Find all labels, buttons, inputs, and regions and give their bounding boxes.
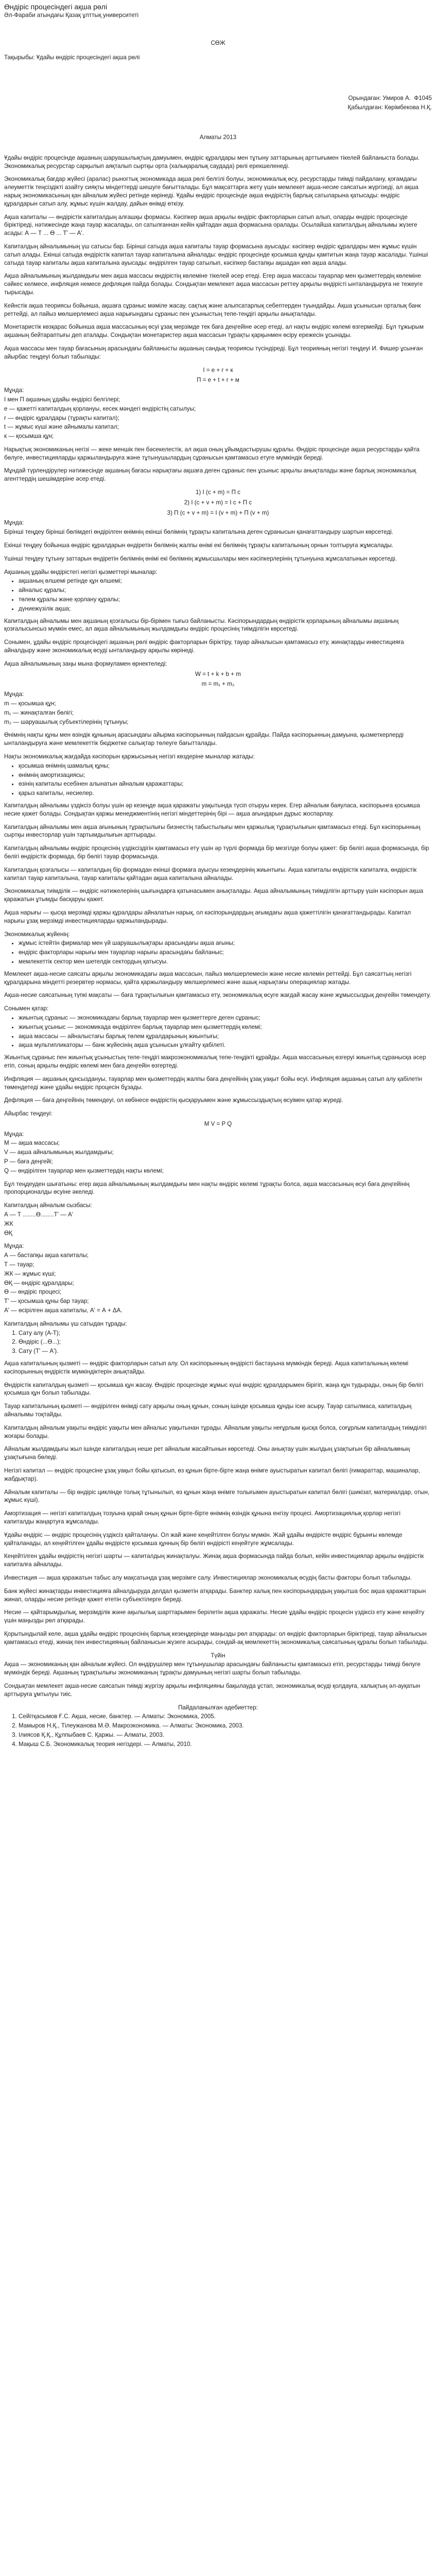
- formula-line: 1) І (с + m) = П с: [196, 489, 240, 496]
- list-item: 1. Сату алу (А-Т);: [19, 1329, 432, 1337]
- paragraph: Экономикалық тиімділік — өндіріс нәтижелерінің шығындарға қатынасымен анықталады. Ақша айналымының тиімділігін арттыру үшін кәсіпорын ақша қаражатын ұтымды басқаруы қажет.: [4, 888, 425, 903]
- formula-definition: Т — тауар;: [4, 1261, 34, 1268]
- paragraph: Ақша нарығы — қысқа мерзімді қаржы құралдары айналатын нарық, ол кәсіпорындардың ағымдағы ақша қажеттілігін қанағаттандырады. Капитал нарығы ұзақ мерзімді инвестицияларды қаржыландырады.: [4, 909, 413, 924]
- formula-definition: V — ақша айналымының жылдамдығы;: [4, 1149, 114, 1156]
- formula-definition: m₁ — жинақталған бөлігі;: [4, 709, 74, 716]
- references-section: [4, 1704, 432, 1749]
- paragraph: Ақша капиталы — өндірістік капиталдың алғашқы формасы. Кәсіпкер ақша арқылы өндіріс факторларын сатып алып, оларды өндіріс процесінде біріктіреді, нәтижесінде жаңа тауар жасалады, ол сатылғаннан кейін қайтадан ақша формасына оралады. Осылайша капиталдың айналымы жүзеге асады: А — Т ... Ө ... Т' — А'.: [4, 213, 419, 237]
- formula-line: П = е + t + r + м: [197, 377, 239, 384]
- topic-line: Тақырыбы: Ұдайы өндіріс процесіндегі ақша рөлі: [4, 54, 140, 61]
- formula-intro: Мұнда:: [4, 691, 24, 698]
- formula-intro: Мұнда:: [4, 1243, 24, 1250]
- paragraph: Кеңейтілген ұдайы өндірістің негізгі шарты — капиталдың жинақталуы. Жинақ ақша формасында пайда болып, кейін инвестициялар арқылы өндірістік капиталға айналады.: [4, 1553, 426, 1568]
- list-item: • қосымша өнімнің шамалық құны;: [19, 762, 432, 770]
- paragraph: Капиталдың қозғалысы — капиталдың бір формадан екінші формаға ауысуы кезеңдерінің жиынтығы. Ақша капиталы өндірістік капиталға, өндірістік капитал тауар капиталына, тауар капиталы қайтадан ақша капиталына айналады.: [4, 866, 418, 882]
- references-title: Пайдаланылған әдебиеттер:: [178, 1704, 258, 1711]
- aggregate-section: [4, 1005, 432, 1105]
- paragraph: Ұдайы өндіріс процесінде ақшаның шаруашылықтың дамуымен, өндіріс құралдары мен тұтыну заттарының арттығымен тікелей байланыста болады. Экономикалық ресурстар сарқылып аяқталып сыртқы орта (халықаралық саудада) рөлі ерекшеленеді.: [4, 154, 422, 170]
- bullet-list: [4, 939, 432, 965]
- conclusion-section: [4, 1652, 432, 1699]
- paragraph: Ақша — экономиканың қан айналым жүйесі. Ол өндірушілер мен тұтынушылар арасындағы байланысты қамтамасыз етіп, ресурстарды тиімді бөлуге мүмкіндік береді. Ақшаның тұрақтылығы экономиканың тұрақты дамуының негізгі шарты болып табылады.: [4, 1661, 423, 1676]
- paragraph: Ақша-несие саясатының түпкі мақсаты — баға тұрақтылығын қамтамасыз ету, экономикалық өсуге жағдай жасау және жұмыссыздық деңгейін төмендету.: [4, 992, 431, 999]
- paragraph: Капиталдың айналымының үш сатысы бар. Бірінші сатыда ақша капиталы тауар формасына ауысады: кәсіпкер өндіріс құралдары мен жұмыс күшін сатып алады. Екінші сатыда өндірістік капитал тауар капиталына айналады: өндіріс процесінде қосымша құнды қамтитын жаңа тауар жасалады. Үшінші сатыда тауар капиталы ақша капиталына ауысады: өндірілген тауар сатылып, кәсіпкер бастапқы ақшадан көп ақша алады.: [4, 243, 430, 266]
- list-item: • ақша массасы — айналыстағы барлық төлем құралдарының жиынтығы;: [19, 1032, 432, 1041]
- formula-line: m = m₁ + m₂: [201, 681, 235, 688]
- paragraph: Негізгі капитал — өндіріс процесіне ұзақ уақыт бойы қатысып, өз құнын бірте-бірте жаңа өнімге ауыстыратын капитал бөлігі (ғимараттар, машиналар, жабдықтар).: [4, 1467, 422, 1482]
- intro-section: [4, 154, 432, 361]
- list-item: • жиынтық сұраныс — экономикадағы барлық тауарлар мен қызметтерге деген сұраныс;: [19, 1014, 432, 1022]
- capital-blocks: [4, 866, 432, 925]
- paragraph: Капиталдың айналым уақыты өндіріс уақыты мен айналыс уақытынан тұрады. Айналым уақыты неғұрлым қысқа болса, соғұрлым капиталдың тиімділігі жоғары болады.: [4, 1424, 428, 1439]
- conclusion-title: Түйін: [211, 1652, 225, 1659]
- list-item: • қарыз капиталы, несиелер.: [19, 789, 432, 798]
- list-item: • ақшаның өлшемі ретінде құн өлшемі;: [19, 577, 432, 585]
- reference-item: 1. Сейітқасымов Ғ.С. Ақша, несие, банктер. — Алматы: Экономика, 2005.: [19, 1713, 432, 1721]
- city-year: Алматы 2013: [199, 133, 237, 141]
- formula-line: 2) І (с + v + m) = І с + П с: [184, 499, 252, 506]
- document-subtitle: Әл-Фараби атындағы Қазақ ұлттық университеті: [4, 12, 139, 19]
- formula-definition: P — баға деңгейі;: [4, 1158, 53, 1165]
- paragraph: Нақты экономикалық жағдайда кәсіпорын қаржысының негізгі көздеріне мыналар жатады:: [4, 753, 255, 760]
- document-title: Өндіріс процесіндегі ақша рөлі: [4, 3, 108, 11]
- list-item: • жиынтық ұсыныс — экономикада өндірілген барлық тауарлар мен қызметтердің көлемі;: [19, 1023, 432, 1031]
- formula-definition: m — қосымша құн;: [4, 700, 56, 707]
- formula-definition: Т' — қосымша құны бар тауар;: [4, 1298, 89, 1305]
- cycle-line: ӨҚ: [4, 1229, 12, 1236]
- formula-definition: ЖК — жұмыс күші;: [4, 1270, 56, 1277]
- list-item: 3. Сату (Т' — А').: [19, 1347, 432, 1355]
- paragraph: Кейнстік ақша теориясы бойынша, ақшаға сұраныс мәміле жасау, сақтық және алыпсатарлық себептерден туындайды. Ақша ұсынысын орталық банк реттейді, ал пайыз мөлшерлемесі ақша нарығындағы сұраныс пен ұсыныстың тепе-теңдігі арқылы анықталады.: [4, 302, 423, 317]
- formula-intro: Мұнда:: [4, 387, 24, 394]
- formula-definition: M — ақша массасы;: [4, 1140, 60, 1147]
- formula-definition: А' — өсірілген ақша капиталы, А' = А + ΔА.: [4, 1307, 123, 1314]
- list-intro: Ақшаның ұдайы өндірістегі негізгі қызметтері мыналар:: [4, 568, 158, 575]
- list-item: • өзінің капиталы есебінен алынатын айналым қаражаттары;: [19, 780, 432, 788]
- formula-line: M V = P Q: [204, 1120, 232, 1127]
- formula-line: I = e + r + к: [203, 366, 233, 374]
- paragraph: Инвестиция — ақша қаражатын табыс алу мақсатында ұзақ мерзімге салу. Инвестициялар экономикалық өсудің басты факторы болып табылады.: [4, 1574, 412, 1581]
- bullet-list: [4, 577, 432, 613]
- paragraph: Капиталдың айналымы мен ақша ағынының тұрақтылығы бизнестің табыстылығы мен қаржылық тұрақтылығын қамтамасыз етеді. Бұл кәсіпорынның сыртқы инвесторлар үшін тартымдылығын арттырады.: [4, 823, 422, 839]
- formula-line: 3) П (с + v + m) = І (v + m) + П (v + m): [167, 509, 269, 516]
- checked-by: Қабылдаған: Көрімбекова Н.Қ.: [347, 104, 432, 111]
- list-item: 2. Өндіріс (...Ө...);: [19, 1338, 432, 1346]
- paragraph: Ақша капиталының қызметі — өндіріс факторларын сатып алу. Ол кәсіпорынның өндірісті бастауына мүмкіндік береді. Ақша капиталының көлемі кәсіпорынның өндірістік мүмкіндіктерін анықтайды.: [4, 1360, 410, 1375]
- formula-definition: Ө — өндіріс процесі;: [4, 1289, 62, 1296]
- list-item: • мемлекеттік сектор мен шетелдік сектордың қатысуы.: [19, 958, 432, 966]
- paragraph: Экономикалық бағдар жүйесі (аралас) рыногтық экономикада ақша рөлі белгілі болуы, экономикалық өсу, ресурстарды тиімді пайдалану, қоғамдағы әлеуметтік теңсіздікті азайту сияқты міндеттерді шешуге бағытталады. Бұл мақсаттарға жету үшін мемлекет ақша-несие саясатын жүргізеді, ал ақша нарық экономикасының қан айналым жүйесі ретінде көрінеді. Ұдайы өндіріс процесінде ақша өндірістің барлық сатыларына қатысады: өндіріс құралдарын сатып алу, жұмыс күшін жалдау, дайын өнімді өткізу.: [4, 176, 421, 207]
- list-intro: Сонымен қатар:: [4, 1005, 49, 1012]
- paragraph: Капиталдың айналымы мен ақшаның қозғалысы бір-бірімен тығыз байланысты. Кәсіпорындардың өндірістік қорларының айналымы ақшаның қозғалысынсыз мүмкін емес, ал ақша айналымының жылдамдығы өндіріс процесінің тиімділігін көрсетеді.: [4, 617, 400, 633]
- paragraph: Инфляция — ақшаның құнсыздануы, тауарлар мен қызметтердің жалпы баға деңгейінің ұзақ уақыт бойы өсуі. Инфляция ақшаның сатып алу қабілетін төмендетеді және ұдайы өндіріс процесін бұзады.: [4, 1075, 424, 1091]
- paragraph: Ұдайы өндіріс — өндіріс процесінің үздіксіз қайталануы. Ол жай және кеңейтілген болуы мүмкін. Жай ұдайы өндірісте өндіріс бұрынғы көлемде қайталанады, ал кеңейтілген ұдайы өндірісте қосымша құнның бір бөлігі өндірісті кеңейтуге жұмсалады.: [4, 1531, 404, 1547]
- paragraph: Сондықтан мемлекет ақша-несие саясатын тиімді жүргізу арқылы инфляцияны бақылауда ұстап, экономикалық өсуді қолдауға, халықтың әл-ауқатын арттыруға ұмтылуы тиіс.: [4, 1682, 422, 1698]
- formula-block-4: [4, 1110, 432, 1196]
- formula-definition: Q — өндірілген тауарлар мен қызметтердің нақты көлемі;: [4, 1167, 164, 1174]
- paragraph: Ақша массасы мен тауар бағасының арасындағы байланысты ақшаның сандық теориясы түсіндіреді. Бұл теорияның негізгі теңдеуі И. Фишер ұсынған айырбас теңдеуі болып табылады:: [4, 345, 425, 360]
- paragraph: Банк жүйесі жинақтарды инвестицияға айналдыруда делдал қызметін атқарады. Банктер халық пен кәсіпорындардың уақытша бос ақша қаражаттарын жинап, оларды несие ретінде қажет ететін субъектілерге береді.: [4, 1587, 428, 1603]
- formula-intro: Мұнда:: [4, 1130, 24, 1138]
- reference-item: 4. Мақыш С.Б. Экономикалық теория негіздері. — Алматы, 2010.: [19, 1740, 432, 1749]
- formula-intro: Мұнда:: [4, 519, 24, 527]
- formula-lead: Капиталдың айналым сызбасы:: [4, 1202, 92, 1209]
- paragraph: Монетаристік көзқарас бойынша ақша массасының өсуі ұзақ мерзімде тек баға деңгейіне әсер етеді, ал нақты өндіріс көлемі өзгермейді. Бұл тұжырым ақшаның бейтараптығы деп аталады. Сондықтан монетаристер ақша массасын тұрақты қарқынмен өсіру ережесін ұсынады.: [4, 324, 426, 339]
- references-list: [4, 1713, 432, 1748]
- paragraph: Ақша айналымының жылдамдығы мен ақша массасы өндірістің көлеміне тікелей әсер етеді. Егер ақша массасы тауарлар мен қызметтердің көлеміне сәйкес келмесе, инфляция немесе дефляция пайда болады. Сондықтан мемлекет ақша массасын реттеу арқылы өндірісті ынталандыруға не тежеуге тырысады.: [4, 273, 425, 296]
- economy-section: [4, 930, 432, 1000]
- cycle-line: ЖК: [4, 1220, 13, 1227]
- list-item: • айналыс құралы;: [19, 586, 432, 595]
- paragraph: Капиталдың айналымы үздіксіз болуы үшін әр кезеңде ақша қаражаты уақытында түсіп отыруы керек. Егер айналым баяуласа, кәсіпорынға қосымша несие қажет болады. Сондықтан қаржы менеджментінің негізгі міндеттерінің бірі — ақша ағындарын дұрыс жоспарлау.: [4, 802, 422, 817]
- list-intro: Экономикалық жүйенің:: [4, 930, 70, 938]
- tail-section: [4, 1360, 432, 1647]
- paragraph: Капиталдың айналымы өндіріс процесінің үздіксіздігін қамтамасыз ету үшін әр түрлі формада бір мезгілде болуы қажет: бір бөлігі ақша формасында, бір бөлігі өндірістік формада, бір бөлігі тауар формасында.: [4, 845, 431, 860]
- paragraph: Амортизация — негізгі капиталдың тозуына қарай оның құнын бірте-бірте өнімнің өзіндік құнына енгізу процесі. Амортизациялық қорлар негізгі капиталды жаңартуға жұмсалады.: [4, 1510, 403, 1525]
- paragraph: Капиталдың айналымы үш сатыдан тұрады:: [4, 1320, 127, 1327]
- formula-block-1: [4, 366, 432, 484]
- paragraph: Бұл теңдеуден шығатыны: егер ақша айналымының жылдамдығы мен нақты өндіріс көлемі тұрақты болса, ақша массасының өсуі баға деңгейінің пропорционалды өсуіне әкеледі.: [4, 1180, 411, 1196]
- paragraph: Мемлекет ақша-несие саясаты арқылы экономикадағы ақша массасын, пайыз мөлшерлемесін және несие көлемін реттейді. Бұл саясаттың негізгі құралдарына міндетті резервтер нормасы, қайта қаржыландыру мөлшерлемесі және ашық нарықтағы операциялар жатады.: [4, 970, 413, 986]
- formula-line: W = t + k + b + m: [195, 670, 241, 677]
- list-item: • өндіріс факторлары нарығы мен тауарлар нарығы арасындағы байланыс;: [19, 948, 432, 957]
- done-by: Орындаған: Умиров А. Ф1045: [348, 95, 432, 102]
- list-item: • өнімнің амортизациясы;: [19, 771, 432, 779]
- bullet-list: [4, 762, 432, 798]
- paragraph: Екінші теңдеу бойынша өндіріс құралдарын өндіретін бөлімнің жалпы өнімі екі бөлімнің тұрақты капиталының орнын толтыруға жұмсалады.: [4, 542, 394, 549]
- formula-lead: Айырбас теңдеуі:: [4, 1110, 53, 1117]
- formula-definition: ӨҚ — өндіріс құралдары;: [4, 1279, 74, 1286]
- paragraph: Нарықтық экономиканың негізі — жеке меншік пен бәсекелестік, ал ақша оның ұйымдастырушы құралы. Өндіріс процесінде ақша ресурстарды қайта бөлуге, инвестицияларды қаржыландыруға және тұтынушылардың сұранысын қамтамасыз етуге мүмкіндік береді.: [4, 446, 422, 461]
- reference-item: 2. Мамыров Н.Қ., Тілеужанова М.Ә. Макроэкономика. — Алматы: Экономика, 2003.: [19, 1722, 432, 1730]
- list-item: • төлем құралы және қорлану құралы;: [19, 596, 432, 604]
- formula-block-3: [4, 660, 432, 861]
- paragraph: Бірінші теңдеу бірінші бөлімдегі өндірілген өнімнің екінші бөлімнің тұрақты капиталына деген сұранысын қанағаттандыру шартын көрсетеді.: [4, 529, 393, 536]
- paragraph: Сонымен, ұдайы өндіріс процесіндегі ақшаның рөлі өндіріс факторларын біріктіру, тауар айналысын қамтамасыз ету, жинақтарды инвестицияға айналдыру және экономикалық өсуді ынталандыру арқылы көрінеді.: [4, 639, 406, 654]
- capital-cycle-section: [4, 1201, 432, 1355]
- cycle-line: А — Т ........Ө........Т' — А': [4, 1211, 73, 1218]
- formula-definition: m₂ — шаруашылық субъектілерінің тұтынуы;: [4, 718, 129, 725]
- formula-definition: к — қосымша құн;: [4, 433, 54, 440]
- srs-label: СӨЖ: [211, 39, 225, 46]
- list-item: • дүниежүзілік ақша;: [19, 605, 432, 613]
- bullet-list: [4, 1014, 432, 1049]
- formula-definition: А — бастапқы ақша капиталы;: [4, 1252, 89, 1259]
- paragraph: Мұндай түрлендірулер нәтижесінде ақшаның бағасы нарықтағы ақшаға деген сұраныс пен ұсыныс арқылы анықталады және барлық экономикалық агенттердің шешімдеріне әсер етеді.: [4, 467, 418, 483]
- reference-item: 3. Ілиясов Қ.Қ., Құлпыбаев С. Қаржы. — Алматы, 2003.: [19, 1731, 432, 1739]
- list-item: • жұмыс істейтін фирмалар мен үй шаруашылықтары арасындағы ақша ағыны;: [19, 939, 432, 947]
- list-item: • ақша мультипликаторы — банк жүйесінің ақша ұсынысын ұлғайту қабілеті.: [19, 1041, 432, 1049]
- formula-definition: r — өндіріс құралдары (тұрақты капитал);: [4, 414, 119, 421]
- numbered-list: [4, 1329, 432, 1355]
- paragraph: Несие — қайтарымдылық, мерзімділік және ақылылық шарттарымен берілетін ақша қаражаты. Несие ұдайы өндіріс процесін үздіксіз ету және кеңейту үшін маңызды рөл атқарады.: [4, 1609, 426, 1624]
- paragraph: Дефляция — баға деңгейінің төмендеуі, ол көбінесе өндірістің қысқаруымен және жұмыссыздықтың өсуімен қатар жүреді.: [4, 1097, 343, 1104]
- paragraph: Үшінші теңдеу тұтыну заттарын өндіретін бөлімнің өнімі екі бөлімнің жұмысшылары мен кәсіпкерлерінің тұтынуына жұмсалатынын көрсетеді.: [4, 555, 397, 562]
- formula-block-2: [4, 488, 432, 655]
- formula-definition: е — қажетті капиталдың қорлануы, кесек мәндегі өндірістің сатылуы;: [4, 405, 196, 412]
- paragraph: Тауар капиталының қызметі — өндірілген өнімді сату арқылы оның құнын, соның ішінде қосымша құнды іске асыру. Тауар сатылмаса, капиталдың айналымы тоқтайды.: [4, 1403, 413, 1418]
- paragraph: Қорытындылай келе, ақша ұдайы өндіріс процесінің барлық кезеңдерінде маңызды рөл атқарады: ол өндіріс факторларын біріктіреді, тауар айналысын қамтамасыз етеді, жинақ пен инвестицияның байланысын жүзеге асырады, сондай-ақ мемлекеттің экономикалық саясатының құралы болып табылады.: [4, 1630, 429, 1646]
- paragraph: Өнімнің нақты құны мен өзіндік құнының арасындағы айырма кәсіпорынның пайдасын құрайды. Пайда кәсіпорынның дамуына, қызметкерлерді ынталандыруға және мемлекеттік бюджетке салықтар төлеуге бағытталады.: [4, 732, 406, 747]
- paragraph: Өндірістік капиталдың қызметі — қосымша құн жасау. Өндіріс процесінде жұмыс күші өндіріс құралдарымен бірігіп, жаңа құн тудырады, оның бір бөлігі қосымша құн болып табылады.: [4, 1381, 425, 1397]
- formula-lead: Ақша айналымының заңы мына формуламен өрнектеледі:: [4, 660, 167, 667]
- paragraph: Айналым капиталы — бір өндіріс циклінде толық тұтынылып, өз құнын жаңа өнімге толығымен ауыстыратын капитал бөлігі (шикізат, материалдар, отын, жұмыс күші).: [4, 1488, 431, 1504]
- paragraph: Айналым жылдамдығы жыл ішінде капиталдың неше рет айналым жасайтынын көрсетеді. Оны анықтау үшін жылдың ұзақтығын бір айналымның ұзақтығына бөледі.: [4, 1446, 412, 1461]
- formula-definition: t — жұмыс күші және айнымалы капитал;: [4, 423, 119, 431]
- paragraph: Жиынтық сұраныс пен жиынтық ұсыныстың тепе-теңдігі макроэкономикалық тепе-теңдікті құрайды. Ақша массасының өзгеруі жиынтық сұранысқа әсер етіп, соның арқылы өндіріс көлемі мен баға деңгейін өзгертеді.: [4, 1054, 428, 1069]
- formula-definition: І мен П ақшаның ұдайы өндірісі белгілері;: [4, 396, 120, 403]
